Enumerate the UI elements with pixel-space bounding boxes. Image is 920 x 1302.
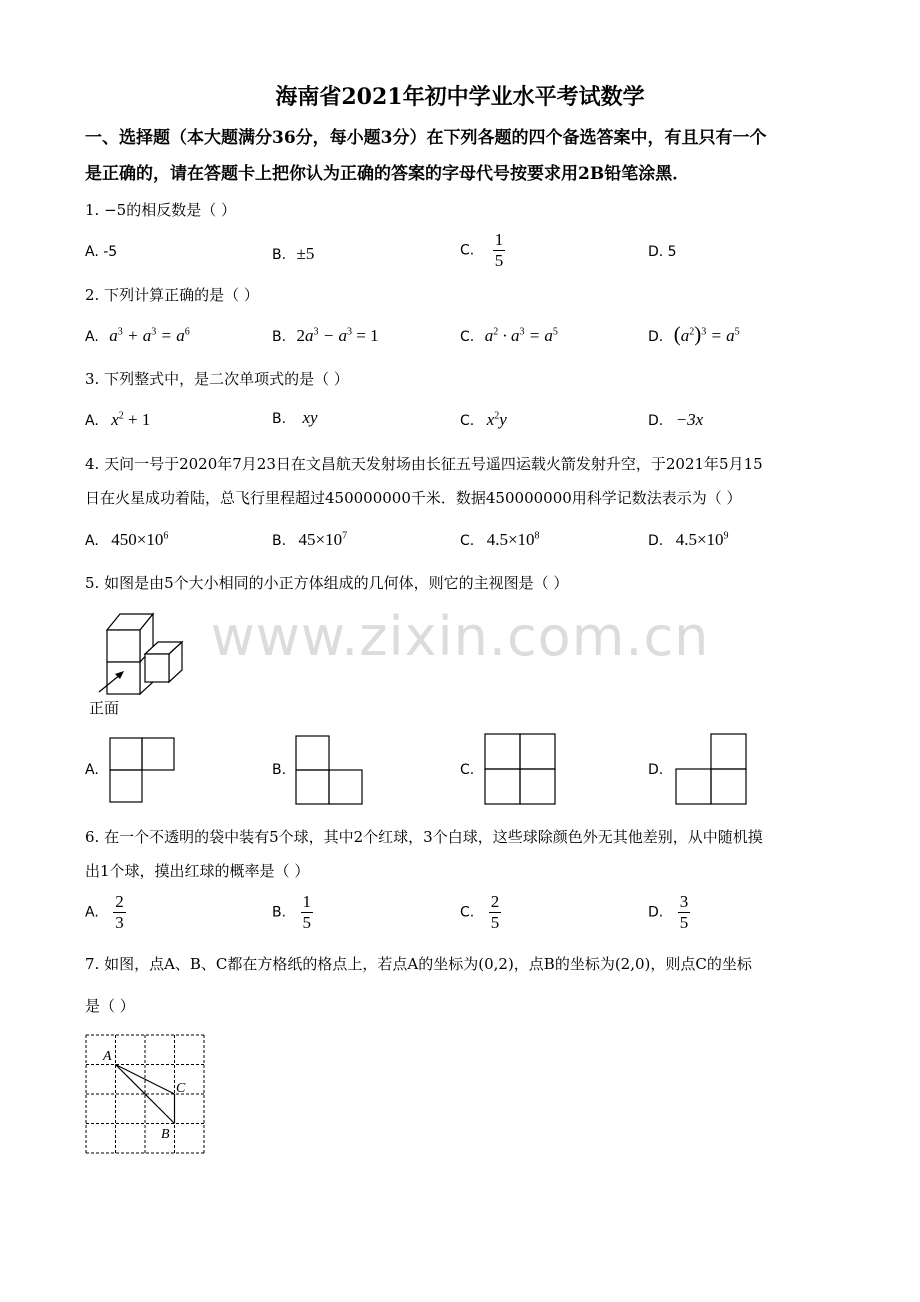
q6-b-fraction	[301, 892, 314, 933]
section-line-1: 一、选择题（本大题满分36分，每小题3分）在下列各题的四个备选答案中，有且只有一个	[85, 128, 767, 148]
q2-option-d[interactable]	[648, 322, 740, 347]
q4-d-label: D.	[648, 533, 664, 549]
q4-line-1: 4. 天问一号于2020年7月23日在文昌航天发射场由长征五号遥四运载火箭发射升空，于2021年5月15	[85, 455, 763, 473]
q4-option-c[interactable]	[460, 530, 540, 550]
q4-b-exp: 7	[342, 530, 348, 542]
q6-d-denominator: 5	[679, 913, 689, 932]
q5-option-a-label[interactable]: A.	[85, 762, 99, 778]
q3-option-a[interactable]	[85, 410, 150, 430]
q5-option-d-label[interactable]: D.	[648, 762, 664, 778]
q6-c-numerator: 2	[490, 892, 500, 911]
q4-d-base: 4.5×10	[675, 530, 724, 549]
q6-b-denominator: 5	[302, 913, 312, 932]
q6-option-b[interactable]	[272, 892, 313, 933]
question-7-stem	[85, 947, 845, 1023]
q1-c-fraction	[493, 230, 506, 271]
cube-front-lower	[107, 662, 140, 694]
q7-line-2: 是（ ）	[85, 997, 135, 1015]
q4-a-exp: 6	[163, 530, 169, 542]
q4-c-label: C.	[460, 533, 475, 549]
q3-d-label: D.	[648, 413, 664, 429]
q1-c-denominator: 5	[494, 251, 504, 270]
q4-option-b[interactable]	[272, 530, 347, 550]
q3-c-formula: $x^2y$	[486, 410, 507, 429]
question-1-stem: 1. −5的相反数是（ ）	[85, 201, 236, 219]
q6-c-fraction	[489, 892, 502, 933]
q2-a-formula: $a^3 + a^3 = a^6$	[109, 326, 190, 345]
page-title: 海南省2021年初中学业水平考试数学	[275, 84, 645, 110]
q6-option-c[interactable]	[460, 892, 501, 933]
q5-option-b-label[interactable]: B.	[272, 762, 287, 778]
question-3-stem: 3. 下列整式中，是二次单项式的是（ ）	[85, 370, 349, 388]
q2-d-formula: $(a^2)^3 = a^5$	[673, 322, 740, 346]
q4-c-base: 4.5×10	[486, 530, 535, 549]
q6-c-label: C.	[460, 904, 475, 921]
q1-c-label: C.	[460, 242, 475, 259]
watermark: www.zixin.com.cn	[210, 605, 710, 668]
point-c-label: C	[176, 1081, 186, 1096]
q1-option-a[interactable]: A. -5	[85, 244, 118, 260]
q6-c-denominator: 5	[490, 913, 500, 932]
q6-b-label: B.	[272, 904, 287, 921]
q4-b-label: B.	[272, 533, 287, 549]
cube-right-front	[145, 654, 169, 682]
q6-a-fraction	[113, 892, 126, 933]
q1-option-b[interactable]	[272, 244, 314, 264]
q1-option-d[interactable]: D. 5	[648, 244, 677, 260]
q5-option-c-figure[interactable]	[483, 732, 557, 806]
q6-d-fraction	[678, 892, 691, 933]
q6-option-a[interactable]	[85, 892, 126, 933]
q3-option-d[interactable]	[648, 410, 703, 430]
q5-option-a-figure[interactable]	[108, 736, 178, 804]
q2-c-label: C.	[460, 329, 475, 345]
q3-option-c[interactable]	[460, 410, 507, 430]
q3-a-formula: $x^2 + 1$	[111, 410, 151, 429]
section-instructions	[85, 120, 845, 192]
q4-line-2: 日在火星成功着陆，总飞行里程超过450000000千米．数据450000000用科学记数法表示为（ ）	[85, 489, 742, 507]
q2-d-label: D.	[648, 329, 664, 345]
q4-option-d[interactable]	[648, 530, 729, 550]
q4-b-base: 45×10	[298, 530, 343, 549]
q6-line-2: 出1个球，摸出红球的概率是（ ）	[85, 862, 310, 880]
q4-a-base: 450×10	[111, 530, 164, 549]
point-b-label: B	[161, 1127, 170, 1142]
q4-d-exp: 9	[723, 530, 729, 542]
q3-a-label: A.	[85, 413, 99, 429]
q5-option-d-figure[interactable]	[674, 732, 748, 806]
front-label: 正面	[89, 699, 120, 717]
q4-c-exp: 8	[534, 530, 540, 542]
q2-option-c[interactable]	[460, 326, 558, 346]
q6-a-label: A.	[85, 904, 99, 921]
q2-b-label: B.	[272, 329, 287, 345]
q1-b-value: ±5	[296, 244, 315, 263]
q5-option-c-label[interactable]: C.	[460, 762, 475, 778]
q6-a-denominator: 3	[115, 913, 124, 932]
q7-line-1: 7. 如图，点A、B、C都在方格纸的格点上，若点A的坐标为(0,2)，点B的坐标为(2,0)，则点C的坐标	[85, 955, 752, 973]
q6-b-numerator: 1	[302, 892, 312, 911]
question-6-stem	[85, 820, 845, 888]
question-4-stem	[85, 447, 845, 515]
q4-a-label: A.	[85, 533, 99, 549]
cube-front-upper	[107, 630, 140, 662]
q2-b-formula: $2a^3 - a^3 = 1$	[296, 326, 379, 345]
question-5-stem: 5. 如图是由5个大小相同的小正方体组成的几何体，则它的主视图是（ ）	[85, 574, 569, 592]
q1-c-numerator: 1	[494, 230, 504, 249]
q3-d-formula: −3x	[675, 410, 704, 429]
q3-b-label: B.	[272, 411, 287, 427]
triangle-abc	[116, 1065, 175, 1124]
q6-a-numerator: 2	[115, 892, 124, 911]
q6-option-d[interactable]	[648, 892, 690, 933]
q1-b-label: B.	[272, 247, 287, 263]
q6-d-label: D.	[648, 904, 664, 921]
section-line-2: 是正确的，请在答题卡上把你认为正确的答案的字母代号按要求用2B铅笔涂黑．	[85, 164, 690, 184]
q1-option-c[interactable]	[460, 230, 505, 271]
q2-c-formula: $a^2 \cdot a^3 = a^5$	[484, 326, 558, 345]
q3-option-b[interactable]	[272, 408, 318, 428]
q2-a-label: A.	[85, 329, 99, 345]
question-2-stem: 2. 下列计算正确的是（ ）	[85, 286, 259, 304]
q6-line-1: 6. 在一个不透明的袋中装有5个球，其中2个红球，3个白球，这些球除颜色外无其他差别，从中随机摸	[85, 828, 763, 846]
q3-c-label: C.	[460, 413, 475, 429]
q2-option-b[interactable]	[272, 326, 379, 346]
q4-option-a[interactable]	[85, 530, 168, 550]
point-a-label: A	[103, 1049, 112, 1064]
q6-d-numerator: 3	[679, 892, 689, 911]
q3-b-formula: xy	[302, 408, 318, 427]
q2-option-a[interactable]	[85, 326, 190, 346]
q5-option-b-figure[interactable]	[294, 734, 366, 806]
q7-grid-figure	[84, 1033, 208, 1157]
